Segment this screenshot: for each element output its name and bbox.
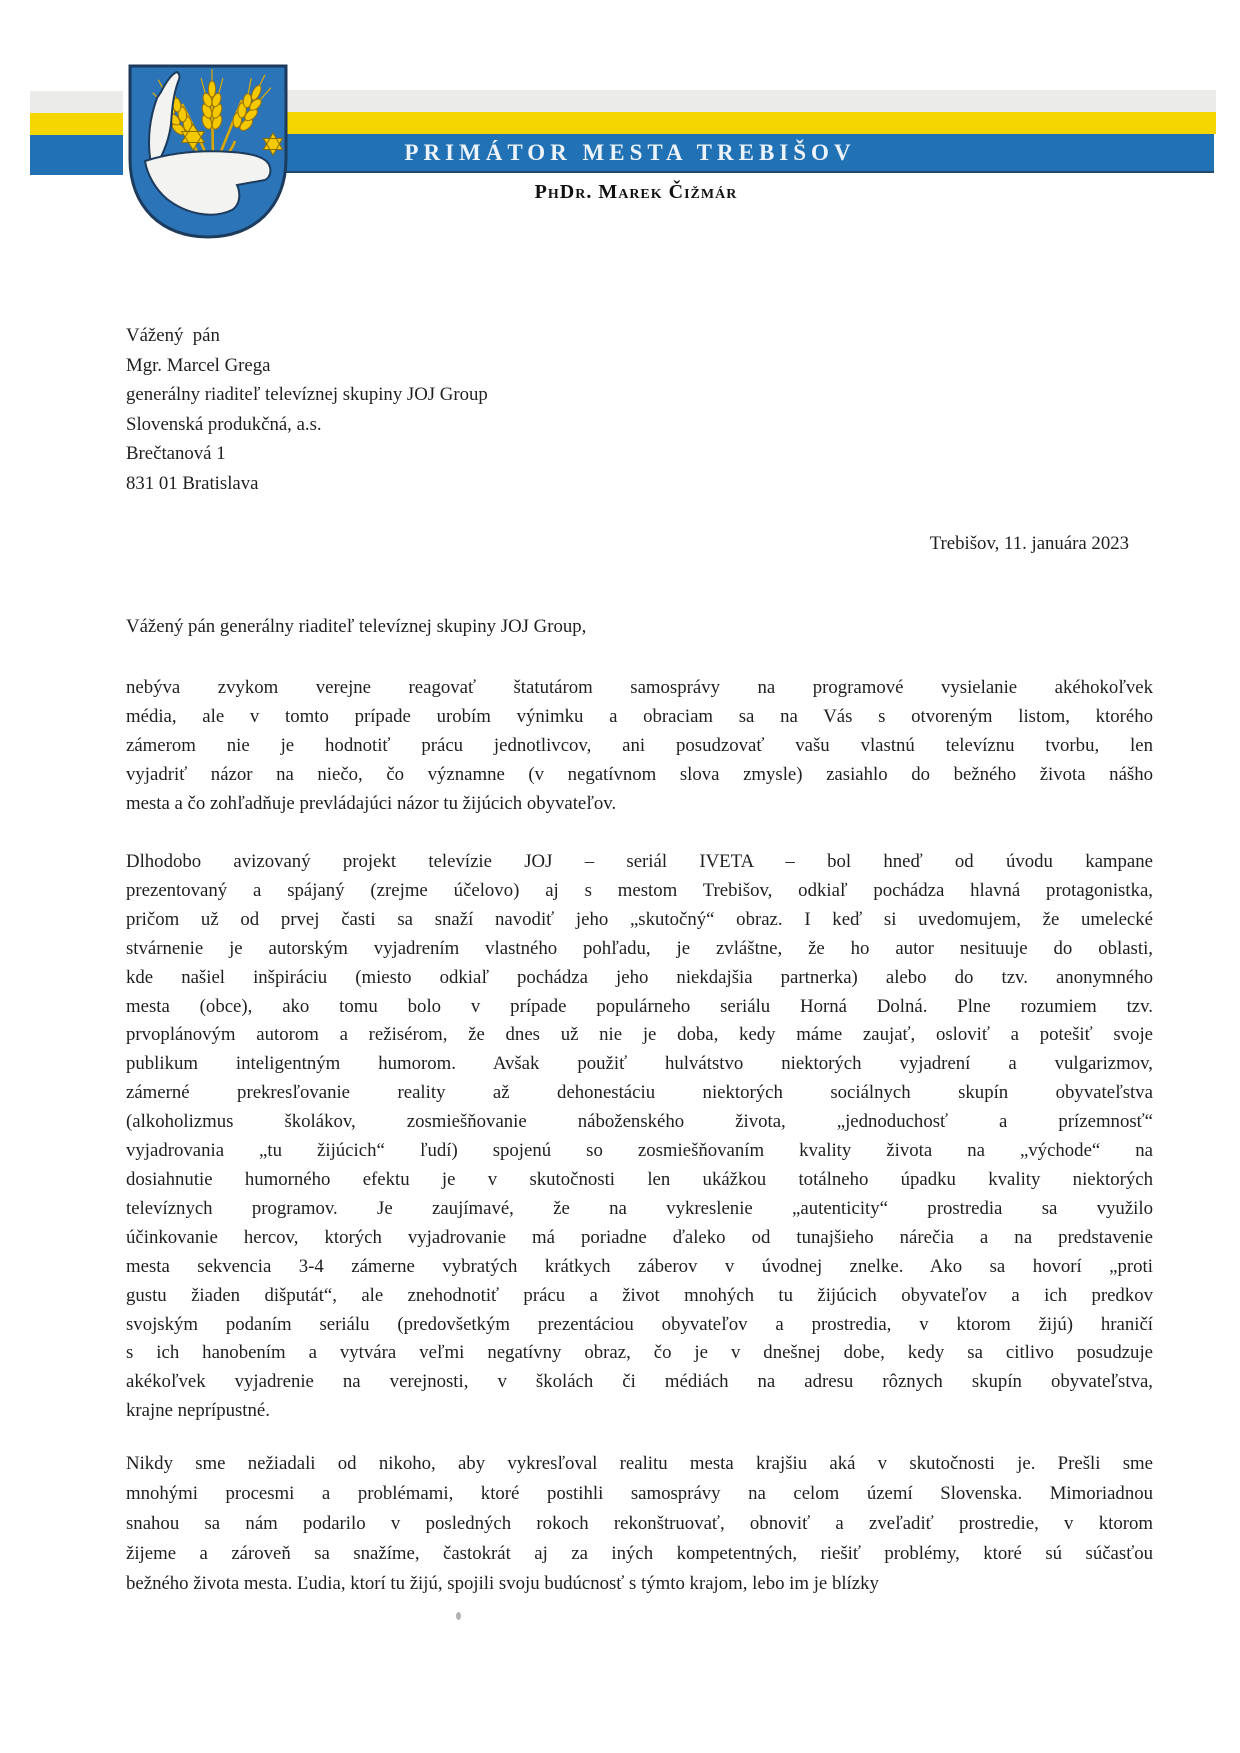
officeholder-name: PhDr. Marek Čižmár <box>534 181 738 203</box>
recipient-address <box>126 321 488 499</box>
letter-line: nebýva zvykom verejne reagovať štatutárom samosprávy na programové vysielanie akéhokoľvek <box>126 677 1153 698</box>
ribbon-yellow-band <box>270 112 1216 134</box>
letter-line: kde našiel inšpiráciu (miesto odkiaľ pochádza jeho niekdajšia partnerka) alebo do tzv. anonymného <box>126 966 1153 988</box>
address-line: Brečtanová 1 <box>126 443 226 465</box>
paragraph-2 <box>126 848 1153 1426</box>
ribbon-white-band <box>270 90 1216 112</box>
left-flag-blue-band <box>30 135 123 175</box>
letter-line: dosiahnutie humorného efektu je v skutočnosti len ukážkou totálneho úpadku kvality niektorých <box>126 1168 1153 1190</box>
letter-line: televíznych programov. Je zaujímavé, že na vykreslenie „autenticity“ prostredia sa využilo <box>126 1197 1153 1219</box>
salutation: Vážený pán generálny riaditeľ televíznej skupiny JOJ Group, <box>126 616 587 637</box>
address-line: generálny riaditeľ televíznej skupiny JOJ Group <box>126 384 488 406</box>
letter-line: mesta (obce), ako tomu bolo v prípade populárneho seriálu Horná Dolná. Plne rozumiem tzv. <box>126 995 1153 1017</box>
letter-line: publikum inteligentným humorom. Avšak použiť hulvátstvo niektorých vyjadrení a vulgarizmov, <box>126 1053 1153 1075</box>
letter-line: svojským podaním seriálu (predovšetkým prezentáciou obyvateľov a prostredia, v ktorom žijú) hraničí <box>126 1313 1153 1335</box>
letter-line: bežného života mesta. Ľudia, ktorí tu žijú, spojili svoju budúcnosť s týmto krajom, lebo im je blízky <box>126 1573 879 1594</box>
letter-line: prvoplánovým autorom a režisérom, že dnes už nie je doba, kedy máme zaujať, osloviť a potešiť svoje <box>126 1024 1153 1046</box>
letter-line: Nikdy sme nežiadali od nikoho, aby vykresľoval realitu mesta krajšiu aká v skutočnosti je. Prešli sme <box>126 1453 1153 1474</box>
letter-line: zámerom nie je hodnotiť prácu jednotlivcov, ani posudzovať vašu vlastnú televíznu tvorbu, len <box>126 735 1153 756</box>
letter-line: snahou sa nám podarilo v posledných rokoch rekonštruovať, obnoviť a zveľadiť prostredie, v ktorom <box>126 1513 1153 1534</box>
dateline: Trebišov, 11. januára 2023 <box>929 533 1129 554</box>
letter-line: pričom už od prvej časti sa snaží navodiť jeho „skutočný“ obraz. I keď si uvedomujem, že umelecké <box>126 908 1153 930</box>
address-line: 831 01 Bratislava <box>126 472 259 494</box>
letter-line: akékoľvek vyjadrenie na verejnosti, v školách či médiách na adresu rôznych skupín obyvateľstva, <box>126 1371 1153 1393</box>
letter-line: zámerné prekresľovanie reality až dehonestáciu niektorých sociálnych skupín obyvateľstva <box>126 1082 1153 1104</box>
letter-line: účinkovanie hercov, ktorých vyjadrovanie má poriadne ďaleko od tunajšieho nárečia a na predstavenie <box>126 1226 1153 1248</box>
left-flag-yellow-band <box>30 113 123 135</box>
letter-line: mnohými procesmi a problémami, ktoré postihli samosprávy na celom území Slovenska. Mimoriadnou <box>126 1483 1153 1504</box>
address-line: Mgr. Marcel Grega <box>126 354 271 376</box>
letter-line: stvárnenie je autorským vyjadrením vlastného pohľadu, je zvláštne, že ho autor nesituuje do oblasti, <box>126 937 1153 959</box>
left-flag-white-band <box>30 91 123 113</box>
address-line: Slovenská produkčná, a.s. <box>126 413 322 435</box>
letter-line: vyjadrovania „tu žijúcich“ ľudí) spojenú so zosmiešňovaním kvality života na „východe“ na <box>126 1140 1153 1162</box>
letter-line: žijeme a zároveň sa snažíme, častokrát aj za iných kompetentných, riešiť problémy, ktoré sú súčasťou <box>126 1543 1153 1564</box>
letter-line: média, ale v tomto prípade urobím výnimku a obraciam sa na Vás s otvoreným listom, ktorého <box>126 706 1153 727</box>
letter-line: prezentovaný a spájaný (zrejme účelovo) aj s mestom Trebišov, odkiaľ pochádza hlavná protagonistka, <box>126 879 1153 901</box>
office-title: PRIMÁTOR MESTA TREBIŠOV <box>404 140 856 165</box>
letter-line: s ich hanobením a vytvára veľmi negatívny obraz, čo je v dnešnej dobe, kedy sa citlivo posudzuje <box>126 1342 1153 1364</box>
address-line: Vážený pán <box>126 325 220 346</box>
letter-line: mesta sekvencia 3-4 zámerne vybratých krátkych záberov v úvodnej znelke. Ako sa hovorí „proti <box>126 1255 1153 1277</box>
letter-line: gustu žiaden dišputát“, ale znehodnotiť prácu a život mnohých tu žijúcich obyvateľov a ich predkov <box>126 1284 1153 1306</box>
letter-line: Dlhodobo avizovaný projekt televízie JOJ – seriál IVETA – bol hneď od úvodu kampane <box>126 851 1153 872</box>
letter-line: vyjadriť názor na niečo, čo významne (v negatívnom slova zmysle) zasiahlo do bežného života nášho <box>126 764 1153 785</box>
letter-line: mesta a čo zohľadňuje prevládajúci názor tu žijúcich obyvateľov. <box>126 793 617 814</box>
paragraph-1 <box>126 673 1153 818</box>
paragraph-3 <box>126 1449 1153 1599</box>
scan-artifact-speck <box>456 1612 461 1620</box>
letter-line: krajne neprípustné. <box>126 1400 270 1422</box>
trebisov-coat-of-arms-icon <box>123 62 293 242</box>
letter-line: (alkoholizmus školákov, zosmiešňovanie náboženského života, „jednoduchosť a prízemnosť“ <box>126 1111 1153 1133</box>
